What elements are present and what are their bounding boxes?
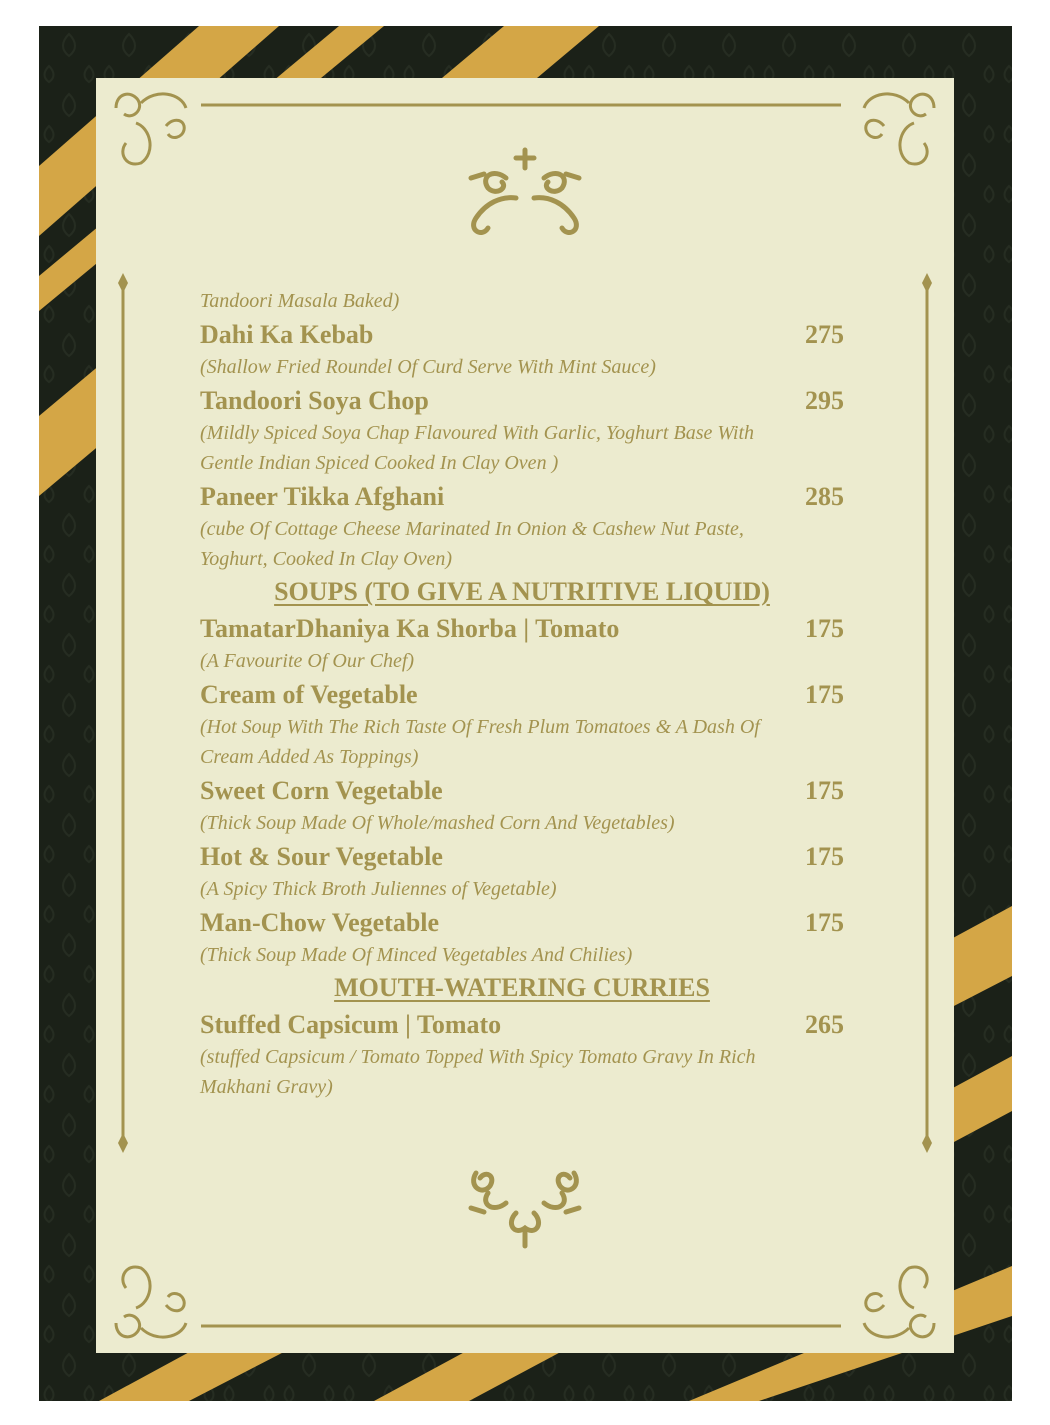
item-description: Cream Added As Toppings): [200, 746, 419, 768]
item-name: Dahi Ka Kebab: [200, 320, 374, 349]
item-price: 175: [805, 680, 844, 709]
item-name: Stuffed Capsicum | Tomato: [200, 1010, 502, 1039]
item-price: 285: [805, 482, 844, 511]
item-description: (A Spicy Thick Broth Juliennes of Vegetable): [200, 878, 557, 900]
item-name: Tandoori Soya Chop: [200, 386, 429, 415]
bottom-flourish-icon: [471, 1173, 579, 1246]
item-description: (A Favourite Of Our Chef): [200, 650, 415, 672]
item-description: (Thick Soup Made Of Whole/mashed Corn And Vegetables): [200, 812, 675, 834]
section-heading-soups: SOUPS (TO GIVE A NUTRITIVE LIQUID): [274, 577, 770, 606]
top-flourish-icon: [471, 150, 579, 233]
menu-item: [200, 906, 844, 940]
item-name: Paneer Tikka Afghani: [200, 482, 445, 511]
menu-item: [200, 678, 844, 712]
item-price: 265: [805, 1010, 844, 1039]
item-name: Cream of Vegetable: [200, 680, 418, 709]
menu-item: [200, 480, 844, 514]
item-description: (Shallow Fried Roundel Of Curd Serve With Mint Sauce): [200, 356, 656, 378]
item-description: (stuffed Capsicum / Tomato Topped With Spicy Tomato Gravy In Rich: [200, 1046, 756, 1068]
item-description: (cube Of Cottage Cheese Marinated In Onion & Cashew Nut Paste,: [200, 518, 744, 540]
item-name: Man-Chow Vegetable: [200, 908, 440, 937]
item-price: 175: [805, 908, 844, 937]
menu-item: [200, 612, 844, 646]
menu-item: [200, 840, 844, 874]
section-heading-curries: MOUTH-WATERING CURRIES: [334, 973, 710, 1002]
item-price: 275: [805, 320, 844, 349]
item-price: 175: [805, 614, 844, 643]
item-price: 295: [805, 386, 844, 415]
menu-item: [200, 1008, 844, 1042]
menu-content: [200, 286, 844, 1102]
item-description: (Hot Soup With The Rich Taste Of Fresh Plum Tomatoes & A Dash Of: [200, 716, 760, 738]
item-description: Gentle Indian Spiced Cooked In Clay Oven ): [200, 452, 559, 474]
menu-item: [200, 384, 844, 418]
item-description: Yoghurt, Cooked In Clay Oven): [200, 548, 453, 570]
item-description: Makhani Gravy): [200, 1076, 333, 1098]
item-price: 175: [805, 842, 844, 871]
item-name: Hot & Sour Vegetable: [200, 842, 443, 871]
item-description: (Thick Soup Made Of Minced Vegetables And Chilies): [200, 944, 633, 966]
item-name: Sweet Corn Vegetable: [200, 776, 443, 805]
menu-item: [200, 774, 844, 808]
item-price: 175: [805, 776, 844, 805]
item-description-continuation: Tandoori Masala Baked): [200, 290, 400, 312]
item-description: (Mildly Spiced Soya Chap Flavoured With Garlic, Yoghurt Base With: [200, 422, 755, 444]
menu-item: [200, 318, 844, 352]
item-name: TamatarDhaniya Ka Shorba | Tomato: [200, 614, 620, 643]
